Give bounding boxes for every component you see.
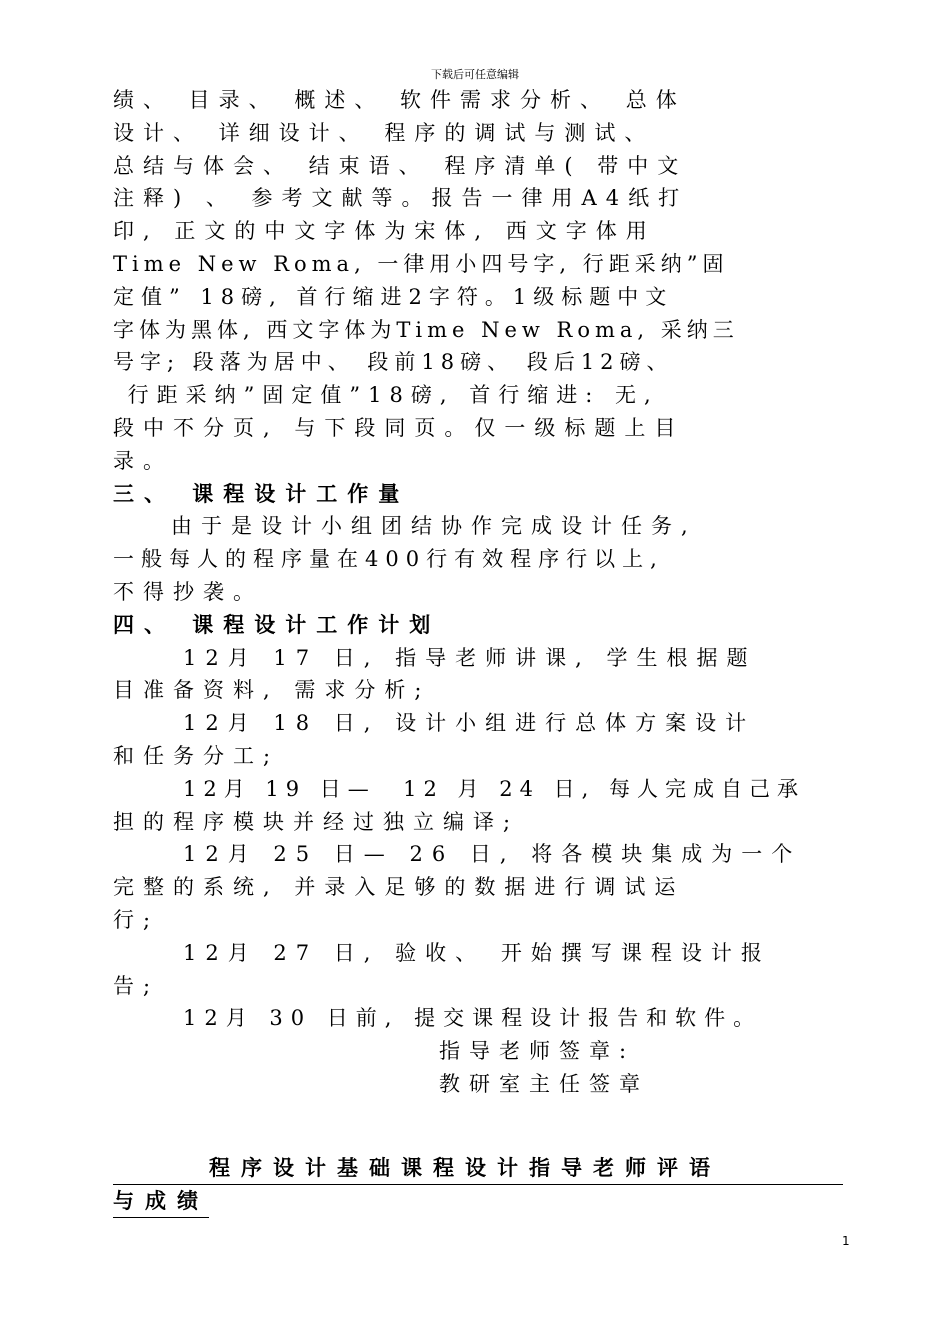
- text-line: 一般每人的程序量在400行有效程序行以上,: [113, 547, 664, 572]
- advisor-signature-label: 指导老师签章:: [439, 1039, 636, 1064]
- text-line: 不得抄袭。: [113, 579, 263, 604]
- text-line: 字体为黑体, 西文字体为Time New Roma, 采纳三: [113, 317, 739, 342]
- text-line: 12月 17 日, 指导老师讲课, 学生根据题: [183, 645, 757, 670]
- text-line: 印, 正文的中文字体为宋体, 西文字体用: [113, 219, 656, 244]
- section-4-heading: 四、 课程设计工作计划: [113, 611, 441, 637]
- director-signature-label: 教研室主任签章: [439, 1071, 649, 1096]
- text-line: 定值” 18磅, 首行缩进2字符。1级标题中文: [113, 284, 674, 309]
- text-line: 12月 18 日, 设计小组进行总体方案设计: [183, 711, 756, 736]
- text-line: 行距采纳”固定值”18磅, 首行缩进: 无,: [113, 383, 659, 408]
- evaluation-title-line-1: 程序设计基础课程设计指导老师评语: [113, 1152, 843, 1185]
- text-line: 12月 27 日, 验收、 开始撰写课程设计报: [183, 940, 771, 965]
- text-line: 告;: [113, 973, 160, 998]
- text-line: 绩、 目录、 概述、 软件需求分析、 总体: [113, 88, 686, 112]
- text-line: 号字; 段落为居中、 段前18磅、 段后12磅、: [113, 350, 674, 375]
- text-line: 设计、 详细设计、 程序的调试与测试、: [113, 120, 655, 145]
- page-number: 1: [842, 1234, 850, 1248]
- text-line: 目准备资料, 需求分析;: [113, 678, 431, 703]
- text-line: Time New Roma, 一律用小四号字, 行距采纳”固: [113, 251, 729, 276]
- text-line: 段中不分页, 与下段同页。仅一级标题上目: [113, 415, 685, 440]
- evaluation-title: [113, 1152, 843, 1218]
- text-line: 和任务分工;: [113, 743, 280, 768]
- document-body: [113, 84, 843, 1101]
- page-header-note: 下载后可任意编辑: [431, 68, 519, 81]
- text-line: 完整的系统, 并录入足够的数据进行调试运: [113, 875, 685, 900]
- section-3-heading: 三、 课程设计工作量: [113, 480, 410, 506]
- text-line: 12月 25 日— 26 日, 将各模块集成为一个: [183, 842, 802, 867]
- text-line: 录。: [113, 448, 173, 473]
- evaluation-title-line-2: 与成绩: [113, 1185, 209, 1218]
- text-line: 12月 19 日— 12 月 24 日, 每人完成自己承: [183, 776, 805, 801]
- text-line: 担的程序模块并经过独立编译;: [113, 809, 520, 834]
- text-line: 总结与体会、 结束语、 程序清单( 带中文: [113, 153, 688, 178]
- text-line: 12月 30 日前, 提交课程设计报告和软件。: [183, 1006, 763, 1031]
- text-line: 由于是设计小组团结协作完成设计任务,: [171, 514, 697, 539]
- text-line: 行;: [113, 907, 160, 932]
- text-line: 注释) 、 参考文献等。报告一律用A4纸打: [113, 186, 689, 211]
